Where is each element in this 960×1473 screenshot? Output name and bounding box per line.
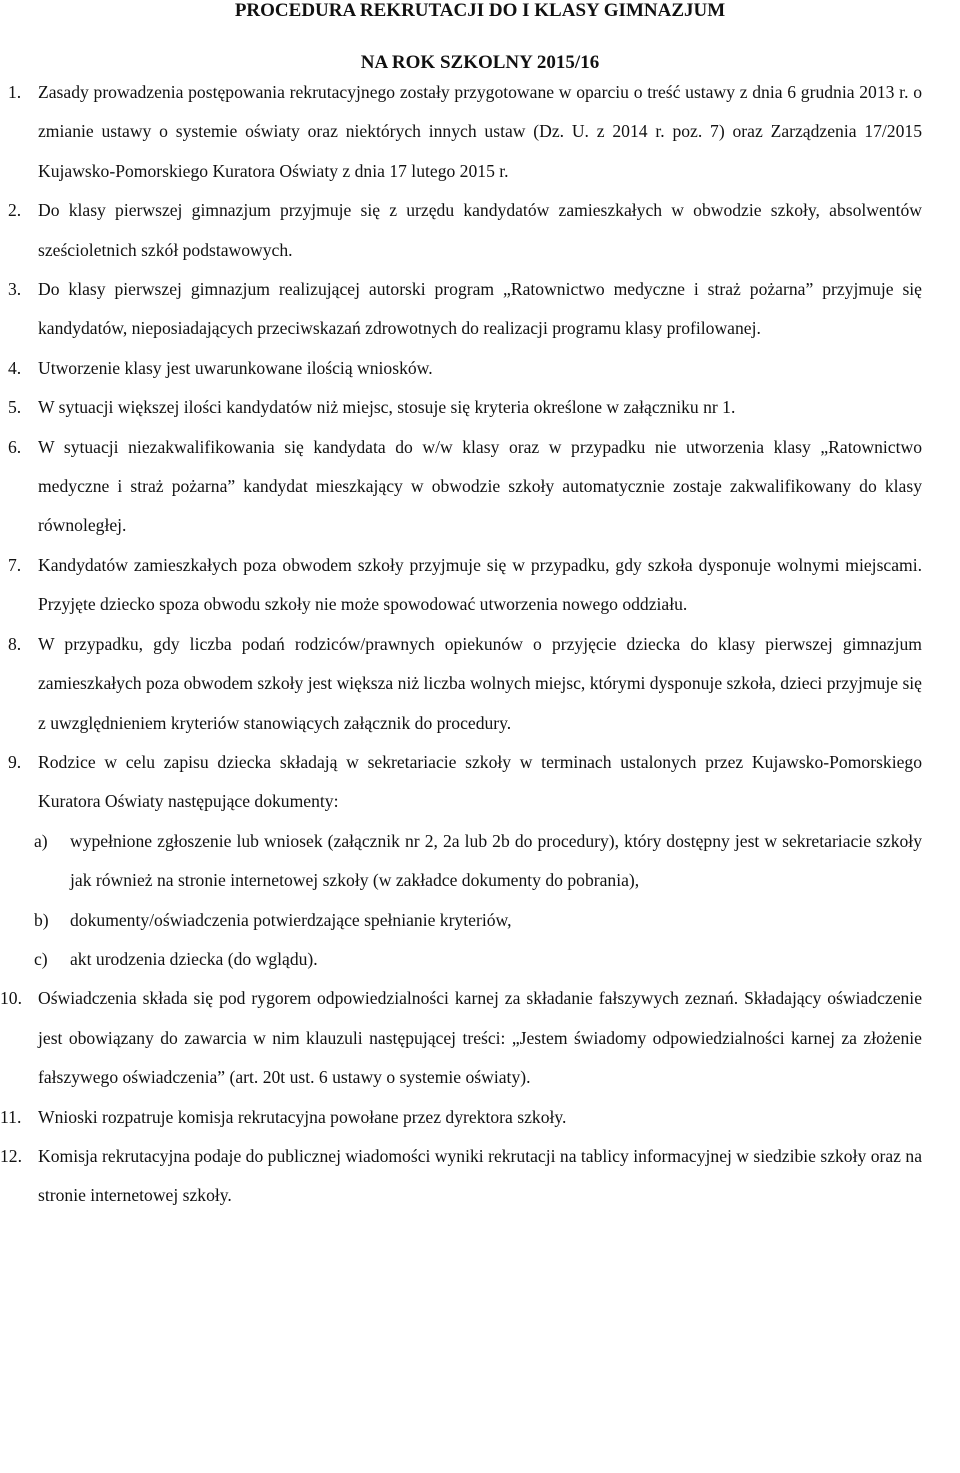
item-text: Kandydatów zamieszkałych poza obwodem szkoły przyjmuje się w przypadku, gdy szkoła dysponuje wolnymi miejscami. Przyjęte dziecko spoza obwodu szkoły nie może spowodować utworzenia nowego oddziału.: [38, 554, 922, 615]
item-text: W przypadku, gdy liczba podań rodziców/prawnych opiekunów o przyjęcie dziecka do klasy pierwszej gimnazjum zamieszkałych poza obwodem szkoły jest większa niż liczba wolnych miejsc, którymi dysponuje szkoła, dzieci przyjmuje się z uwzględnieniem kryteriów stanowiących załącznik do procedury.: [38, 633, 922, 733]
list-item-8: [0, 625, 922, 743]
item-number: 5.: [8, 397, 22, 418]
list-item-5: [0, 388, 922, 427]
subitem-letter: a): [34, 830, 48, 851]
sublist-item-b: [0, 901, 922, 940]
item-number: 6.: [8, 436, 22, 457]
item-number: 3.: [8, 279, 22, 300]
sublist-item-a: [0, 822, 922, 901]
item-number: 4.: [8, 357, 22, 378]
list-item-11: [0, 1098, 922, 1137]
item-text: Utworzenie klasy jest uwarunkowane ilością wniosków.: [38, 357, 433, 378]
list-item-7: [0, 546, 922, 625]
list-item-9: [0, 743, 922, 822]
item-text: Komisja rekrutacyjna podaje do publicznej wiadomości wyniki rekrutacji na tablicy informacyjnej w siedzibie szkoły oraz na stronie internetowej szkoły.: [38, 1145, 922, 1206]
item-text: Do klasy pierwszej gimnazjum realizującej autorski program „Ratownictwo medyczne i straż pożarna” przyjmuje się kandydatów, nieposiadających przeciwskazań zdrowotnych do realizacji programu klasy profilowanej.: [38, 279, 922, 339]
item-number: 1.: [8, 82, 22, 102]
document-title: PROCEDURA REKRUTACJI DO I KLASY GIMNAZJUM: [234, 0, 726, 21]
item-text: Wnioski rozpatruje komisja rekrutacyjna powołane przez dyrektora szkoły.: [38, 1106, 567, 1127]
list-item-4: [0, 349, 922, 388]
item-number: 9.: [8, 751, 22, 772]
item-number: 2.: [8, 200, 22, 221]
item-number: 7.: [8, 554, 22, 575]
subitem-text: wypełnione zgłoszenie lub wniosek (załącznik nr 2, 2a lub 2b do procedury), który dostępny jest w sekretariacie szkoły jak również na stronie internetowej szkoły (w zakładce dokumenty do pobrania),: [70, 830, 922, 891]
item-text: Oświadczenia składa się pod rygorem odpowiedzialności karnej za składanie fałszywych zeznań. Składający oświadczenie jest obowiązany do zawarcia w nim klauzuli następującej treści: „Jestem świadomy odpowiedzialności karnej za złożenie fałszywego oświadczenia” (art. 20t ust. 6 ustawy o systemie oświaty).: [38, 988, 922, 1088]
item-number: 8.: [8, 633, 22, 654]
subitem-letter: b): [34, 909, 49, 930]
document-subtitle: NA ROK SZKOLNY 2015/16: [360, 52, 600, 73]
item-text: Zasady prowadzenia postępowania rekrutacyjnego zostały przygotowane w oparciu o treść ustawy z dnia 6 grudnia 2013 r. o zmianie ustawy o systemie oświaty oraz niektórych innych ustaw (Dz. U. z 2014 r. poz. 7) oraz Zarządzenia 17/2015 Kujawsko-Pomorskiego Kuratora Oświaty z dnia 17 lutego 2015 r.: [38, 82, 922, 181]
list-item-10: [0, 979, 922, 1097]
procedure-list: [0, 73, 960, 1216]
subitem-text: dokumenty/oświadczenia potwierdzające spełnianie kryteriów,: [70, 909, 512, 930]
list-item-2: [0, 191, 922, 270]
documents-sublist: [0, 822, 960, 980]
list-item-6: [0, 428, 922, 546]
item-text: W sytuacji większej ilości kandydatów niż miejsc, stosuje się kryteria określone w załączniku nr 1.: [38, 397, 736, 418]
item-number: 11.: [0, 1106, 22, 1127]
list-item-1: [0, 73, 922, 191]
item-number: 10.: [0, 988, 22, 1009]
list-item-3: [0, 270, 922, 349]
subitem-letter: c): [34, 948, 48, 969]
sublist-item-c: [0, 940, 922, 979]
item-number: 12.: [0, 1145, 22, 1166]
list-item-12: [0, 1137, 922, 1216]
item-text: Rodzice w celu zapisu dziecka składają w sekretariacie szkoły w terminach ustalonych przez Kujawsko-Pomorskiego Kuratora Oświaty następujące dokumenty:: [38, 751, 922, 812]
item-text: Do klasy pierwszej gimnazjum przyjmuje się z urzędu kandydatów zamieszkałych w obwodzie szkoły, absolwentów sześcioletnich szkół podstawowych.: [38, 200, 922, 260]
subitem-text: akt urodzenia dziecka (do wglądu).: [70, 948, 318, 969]
item-text: W sytuacji niezakwalifikowania się kandydata do w/w klasy oraz w przypadku nie utworzenia klasy „Ratownictwo medyczne i straż pożarna” kandydat mieszkający w obwodzie szkoły automatycznie zostaje zakwalifikowany do klasy równoległej.: [38, 436, 922, 536]
